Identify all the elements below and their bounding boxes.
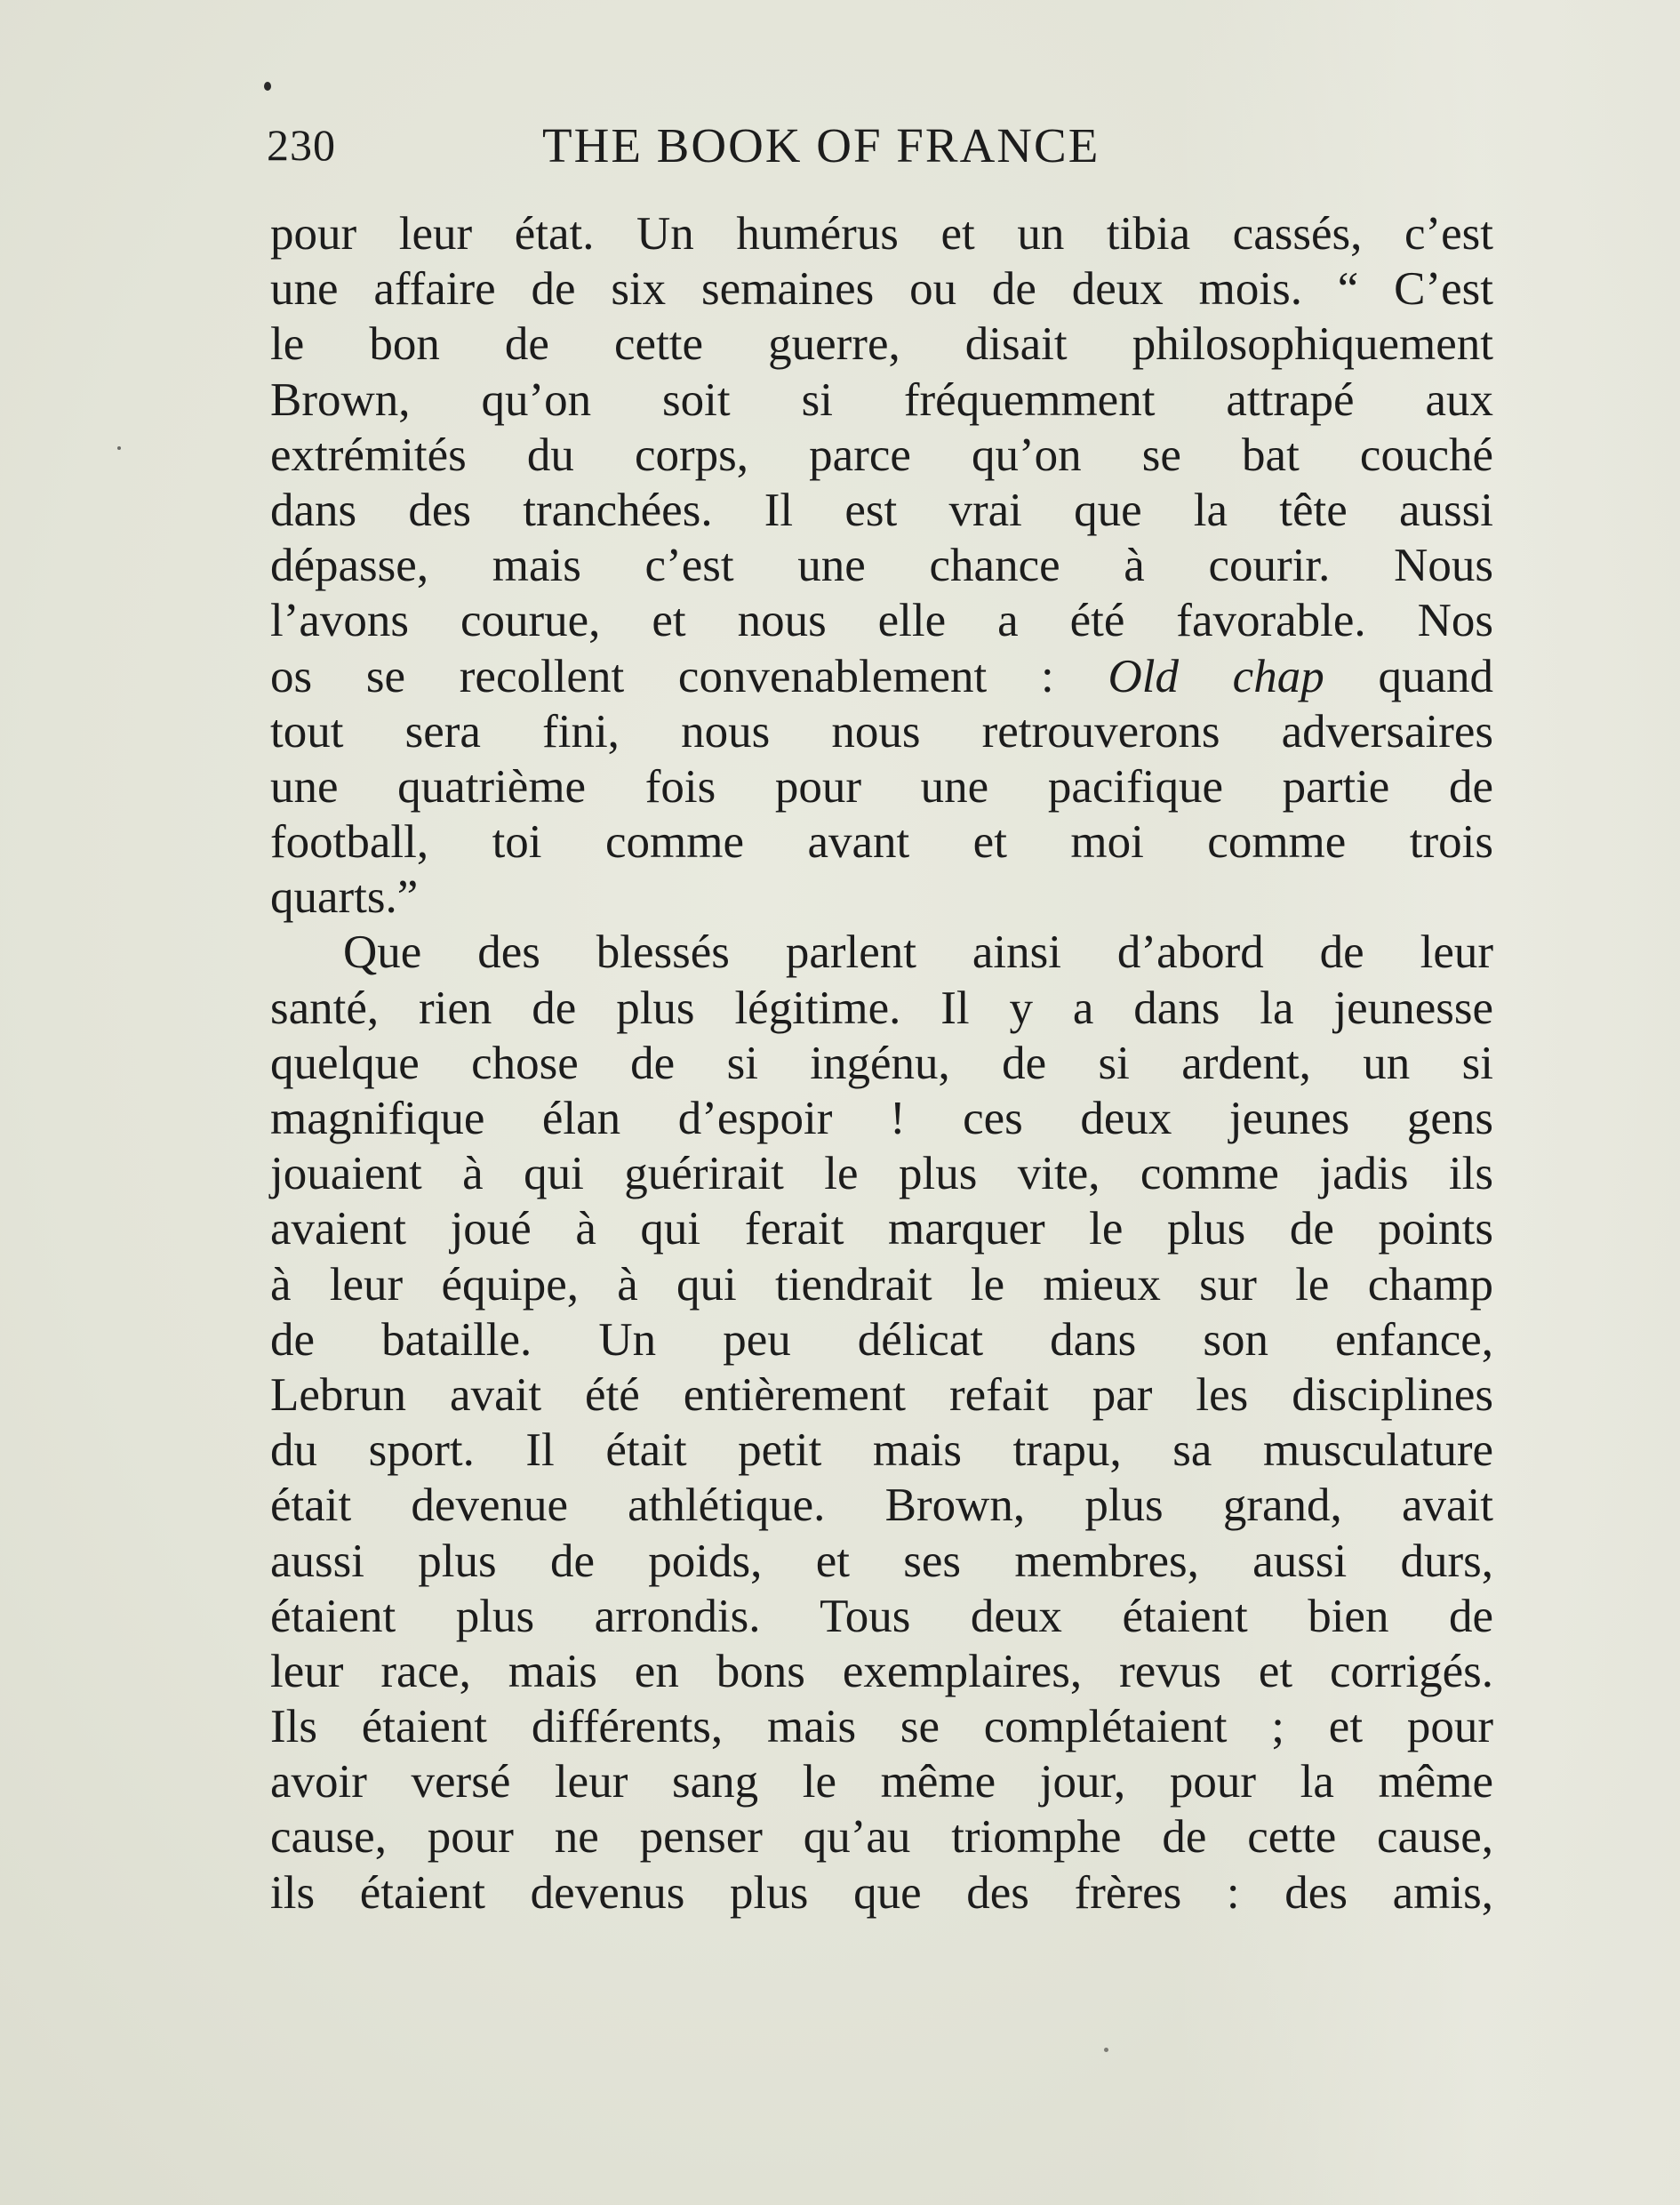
text-line: le bon de cette guerre, disait philosophiquement — [270, 318, 1493, 371]
text-line: magnifique élan d’espoir ! ces deux jeunes gens — [270, 1093, 1493, 1144]
ink-speck — [264, 82, 271, 91]
text-line: cause, pour ne penser qu’au triomphe de cette cause, — [270, 1811, 1493, 1864]
text-line: ils étaient devenus plus que des frères : des amis, — [270, 1866, 1493, 1919]
text-line: extrémités du corps, parce qu’on se bat couché — [270, 429, 1493, 481]
running-head-title: THE BOOK OF FRANCE — [542, 118, 1100, 172]
text-line: étaient plus arrondis. Tous deux étaient bien de — [270, 1590, 1493, 1642]
text-line: jouaient à qui guérirait le plus vite, comme jadis ils — [270, 1148, 1493, 1200]
paragraph-end-line: quarts.” — [270, 871, 419, 924]
text-line: Lebrun avait été entièrement refait par les disciplines — [270, 1368, 1493, 1421]
running-head — [267, 114, 1486, 185]
text-line: l’avons courue, et nous elle a été favorable. Nos — [270, 595, 1493, 647]
text-line: aussi plus de poids, et ses membres, aussi durs, — [270, 1535, 1493, 1587]
text-line: une affaire de six semaines ou de deux mois. “ C’est — [270, 263, 1493, 316]
text-line: os se recollent convenablement : Old chap quand — [270, 650, 1493, 702]
text-line: avaient joué à qui ferait marquer le plus de points — [270, 1203, 1493, 1255]
text-line: football, toi comme avant et moi comme trois — [270, 816, 1493, 869]
text-line: pour leur état. Un humérus et un tibia cassés, c’est — [270, 208, 1493, 260]
text-line: de bataille. Un peu délicat dans son enfance, — [270, 1313, 1493, 1366]
text-line: dans des tranchées. Il est vrai que la tête aussi — [270, 484, 1493, 536]
text-line: santé, rien de plus légitime. Il y a dans la jeunesse — [270, 982, 1493, 1034]
text-line: Brown, qu’on soit si fréquemment attrapé aux — [270, 373, 1493, 426]
text-line: une quatrième fois pour une pacifique partie de — [270, 760, 1493, 813]
italic-phrase: Old chap — [1108, 650, 1324, 702]
text-line: tout sera fini, nous nous retrouverons adversaires — [270, 705, 1493, 758]
text-line: leur race, mais en bons exemplaires, revus et corrigés. — [270, 1645, 1493, 1697]
body-text — [270, 206, 1493, 1920]
text-line: avoir versé leur sang le même jour, pour la même — [270, 1756, 1493, 1808]
page-number: 230 — [267, 120, 336, 170]
text-line: quelque chose de si ingénu, de si ardent, un si — [270, 1037, 1493, 1089]
text-line: à leur équipe, à qui tiendrait le mieux sur le champ — [270, 1258, 1493, 1311]
text-line: du sport. Il était petit mais trapu, sa musculature — [270, 1424, 1493, 1477]
text-line: Ils étaient différents, mais se complétaient ; et pour — [270, 1701, 1493, 1753]
text-line: dépasse, mais c’est une chance à courir. Nous — [270, 540, 1493, 592]
text-line: était devenue athlétique. Brown, plus grand, avait — [270, 1479, 1493, 1532]
paper-speck — [1104, 2048, 1108, 2052]
paragraph-start-line: Que des blessés parlent ainsi d’abord de leur — [343, 926, 1493, 979]
paper-speck — [117, 446, 121, 450]
